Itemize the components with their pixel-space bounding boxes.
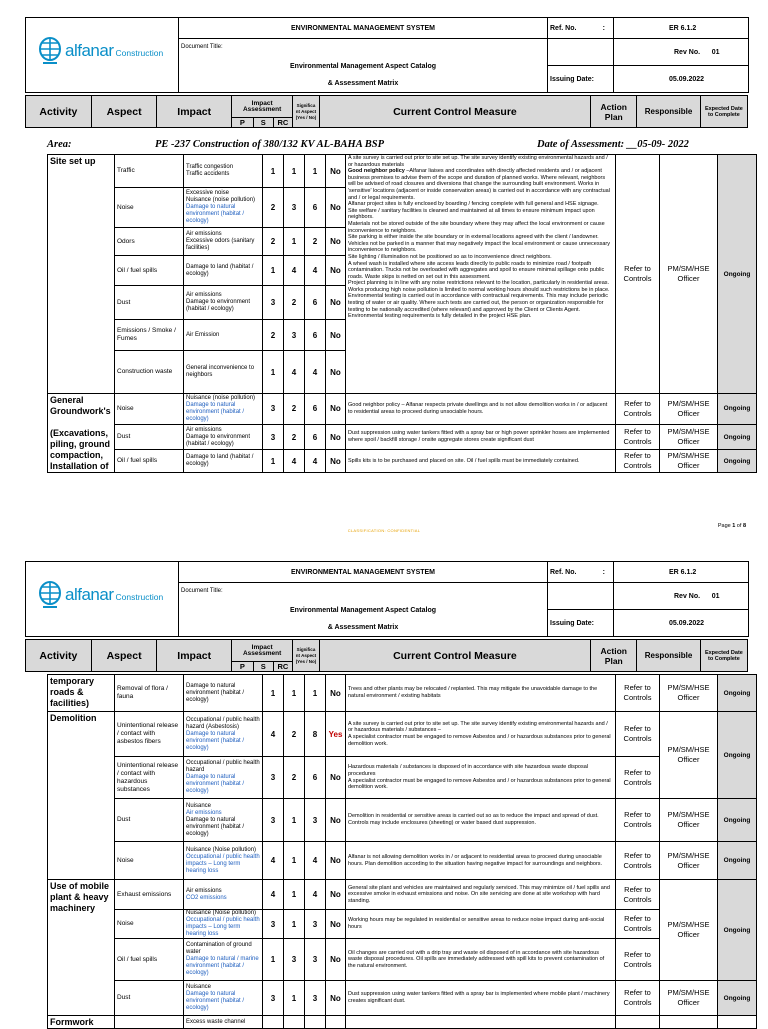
col-activity: Activity xyxy=(26,96,92,128)
impact-text-blue: Damage to natural environment (habitat / ecology) xyxy=(186,774,245,794)
impact-text: Nuisance (noise pollution) xyxy=(186,394,256,401)
impact-cell xyxy=(184,757,263,799)
table-row xyxy=(48,155,757,188)
score-p: 1 xyxy=(263,256,284,286)
measure-intro: A site survey is carried out prior to site set up. The site survey identify existing environmental hazards and / or hazardous materials xyxy=(348,155,608,168)
score-rc: 3 xyxy=(305,981,326,1016)
impact-text: Occupational / public health hazard (Asbestosis) xyxy=(186,716,260,730)
impact-cell xyxy=(184,188,263,228)
completion-cell: Ongoing xyxy=(718,155,757,394)
score-p: 2 xyxy=(263,320,284,351)
issuing-label: Issuing Date: xyxy=(548,66,614,93)
significant-aspect: No xyxy=(326,757,346,799)
aspect-cell: Dust xyxy=(115,424,184,450)
impact-cell xyxy=(184,880,263,910)
issuing-value: 05.09.2022 xyxy=(614,66,749,93)
significant-aspect: No xyxy=(326,842,346,880)
responsible-cell: PM/SM/HSE Officer xyxy=(660,394,718,425)
action-plan-cell: Refer to Controls xyxy=(616,799,660,842)
completion-cell: Ongoing xyxy=(718,394,757,425)
score-rc: 4 xyxy=(305,880,326,910)
ref-value: ER 6.1.2 xyxy=(614,18,749,39)
score-s: 3 xyxy=(284,939,305,981)
score-s: 1 xyxy=(284,981,305,1016)
impact-cell: Excess waste channel xyxy=(184,1016,263,1029)
rev-cell: Rev No. 01 xyxy=(614,583,749,610)
control-measure-cell: Oil changes are carried out with a drip tray and waste oil disposed of in accordance with site hazardous waste disposal procedures. Oil spills are immediately addressed with spill kits to prevent contamination of the natural environment. xyxy=(346,939,616,981)
aspect-cell xyxy=(115,1016,184,1029)
score-s: 3 xyxy=(284,188,305,228)
action-plan-cell: Refer to Controls xyxy=(616,450,660,473)
logo-sub-text: Construction xyxy=(115,48,164,58)
ems-title: ENVIRONMENTAL MANAGEMENT SYSTEM xyxy=(179,562,548,583)
score-p: 3 xyxy=(263,394,284,425)
score-p: 4 xyxy=(263,712,284,757)
logo-cell xyxy=(26,18,179,93)
score-s: 2 xyxy=(284,712,305,757)
control-measure-cell: Demolition in residential or sensitive areas is carried out so as to reduce the impact and spread of dust. Controls may include enclosures (sheeting) or water based dust suppression. xyxy=(346,799,616,842)
table-row xyxy=(48,842,757,880)
aspect-cell: Noise xyxy=(115,188,184,228)
ref-value: ER 6.1.2 xyxy=(614,562,749,583)
action-plan-cell: Refer to Controls xyxy=(616,939,660,981)
col-s: S xyxy=(253,662,273,672)
empty-cell xyxy=(305,1016,326,1029)
matrix-page-2 xyxy=(47,674,757,1029)
logo-brand-text: alfanar xyxy=(65,585,114,604)
aspect-cell: Noise xyxy=(115,842,184,880)
score-s: 1 xyxy=(284,228,305,256)
column-header-2 xyxy=(25,639,748,672)
table-row xyxy=(48,939,757,981)
impact-cell xyxy=(184,351,263,394)
responsible-cell: PM/SM/HSE Officer xyxy=(660,424,718,450)
impact-cell xyxy=(184,842,263,880)
impact-text-extra: Damage to natural environment (habitat / ecology) xyxy=(186,816,245,837)
action-plan-cell: Refer to Controls xyxy=(616,880,660,910)
column-header xyxy=(25,95,748,128)
significant-aspect: No xyxy=(326,256,346,286)
control-measure-text xyxy=(348,155,613,320)
activity-cell: Formwork xyxy=(48,1016,115,1029)
activity-cell: temporary roads & facilities) xyxy=(48,675,115,712)
ems-title: ENVIRONMENTAL MANAGEMENT SYSTEM xyxy=(179,18,548,39)
impact-text: Traffic congestion Traffic accidents xyxy=(186,164,234,177)
empty-cell xyxy=(263,1016,284,1029)
activity-cell: General Groundwork's (Excavations, piling, ground compaction, Installation of xyxy=(48,394,115,473)
logo-cell xyxy=(26,562,179,637)
score-p: 3 xyxy=(263,799,284,842)
impact-cell xyxy=(184,712,263,757)
empty-cell xyxy=(346,1016,616,1029)
impact-text-blue: Damage to natural environment (habitat / ecology) xyxy=(186,401,245,422)
impact-cell xyxy=(184,394,263,425)
classification-footer: CLASSIFICATION: CONFIDENTIAL xyxy=(347,528,421,533)
measure-body: –Alfanar liaises and coordinates with directly affected residents and / or adjacent business premises to advise them of the scope and duration of planned works. Where relevant, neighbors will be advised of road closures and diversions that change the surrounding built environment. Works in 'sensitive' locations (adjacent or inside conservation areas) is carried out in accordance with any contractual and / or legal requirements. Alfanar project sites is fully enclosed by boarding / fencing complete with full general and HSE signage. Site welfare / sanitary facilities is cleaned and maintained at all times to ensure minimum impact upon neighbors. Materials not be stored outside of the site boundary where they may affect the local environment or cause inconvenience to neighbors. Site parking is either inside the site boundary or in external locations agreed with the client / landowner. Vehicles not be parked in a manner that may negatively impact the local environment or cause unnecessary inconvenience to neighbors. Site lighting / illumination not be positioned so as to inconvenience direct neighbors. A wheel wash is installed where site access leads directly to public roads to minimize road / footpath contamination. Trucks not be overloaded with aggregates and spoil to ensure minimal spillage onto public roads. Waste skips is netted on set out in this assessment. Project planning is in line with any noise restrictions relevant to the location, particularly in residential areas. Works producing high noise pollution is limited to normal working hours should such restrictions be in place. Environmental testing is carried out in accordance with contractual requirements. This may include periodic testing of water or air quality. Where such tests are carried out, the person or organization responsible for testing to be nationally accredited (where relevant) and approved by the Client or Clients Agent. Environmental testing requirements is fully detailed in the project HSE plan. xyxy=(348,168,611,320)
aspect-cell: Dust xyxy=(115,286,184,320)
score-p: 4 xyxy=(263,880,284,910)
col-aspect: Aspect xyxy=(91,640,157,672)
ref-label: Ref. No. : xyxy=(548,18,614,39)
score-s: 1 xyxy=(284,799,305,842)
impact-cell xyxy=(184,799,263,842)
score-p: 1 xyxy=(263,939,284,981)
aspect-cell: Unintentional release / contact with asbestos fibers xyxy=(115,712,184,757)
impact-text: Air emissions Damage to environment (habitat / ecology) xyxy=(186,292,251,312)
impact-text: Damage to land (habitat / ecology) xyxy=(186,263,254,277)
responsible-cell: PM/SM/HSE Officer xyxy=(660,712,718,799)
impact-text: Occupational / public health hazard xyxy=(186,760,260,773)
significant-aspect: No xyxy=(326,675,346,712)
score-rc: 4 xyxy=(305,450,326,473)
impact-text-blue: Damage to natural environment (habitat / ecology) xyxy=(186,204,245,224)
impact-text-blue: Damage to natural environment (habitat / ecology) xyxy=(186,730,245,751)
score-rc: 8 xyxy=(305,712,326,757)
aspect-cell: Exhaust emissions xyxy=(115,880,184,910)
control-measure-cell: Good neighbor policy – Alfanar respects private dwellings and is not allow demolition works in / or adjacent to residential areas to proceed during unsociable hours. xyxy=(346,394,616,425)
table-row xyxy=(48,424,757,450)
col-p: P xyxy=(231,118,253,128)
aspect-cell: Noise xyxy=(115,910,184,939)
impact-cell xyxy=(184,155,263,188)
impact-cell xyxy=(184,228,263,256)
impact-cell xyxy=(184,286,263,320)
aspect-cell: Oil / fuel spills xyxy=(115,256,184,286)
aspect-cell: Oil / fuel spills xyxy=(115,939,184,981)
impact-text: Nuisance (Noise pollution) xyxy=(186,910,257,916)
score-s: 1 xyxy=(284,155,305,188)
responsible-cell: PM/SM/HSE Officer xyxy=(660,450,718,473)
empty-cell xyxy=(326,1016,346,1029)
globe-icon xyxy=(38,580,62,610)
control-measure-cell: Dust suppression using water tankers fitted with a spray bar is implemented where mobile plant / machinery creates significant dust. xyxy=(346,981,616,1016)
score-rc: 1 xyxy=(305,675,326,712)
responsible-cell: PM/SM/HSE Officer xyxy=(660,675,718,712)
blank-cell xyxy=(548,39,614,66)
significant-aspect: No xyxy=(326,394,346,425)
col-activity: Activity xyxy=(26,640,92,672)
impact-text-blue: Damage to natural / marine environment (habitat / ecology) xyxy=(186,956,259,976)
score-p: 3 xyxy=(263,910,284,939)
aspect-cell: Noise xyxy=(115,394,184,425)
score-s: 2 xyxy=(284,424,305,450)
table-row xyxy=(48,712,757,757)
action-plan-cell: Refer to Controls xyxy=(616,910,660,939)
score-p: 1 xyxy=(263,155,284,188)
completion-cell: Ongoing xyxy=(718,450,757,473)
aspect-cell: Dust xyxy=(115,981,184,1016)
col-impact-assessment: Impact Assessment xyxy=(231,96,292,118)
activity-cell: Use of mobile plant & heavy machinery xyxy=(48,880,115,1016)
impact-text: Air Emission xyxy=(186,331,220,338)
score-p: 3 xyxy=(263,757,284,799)
col-control: Current Control Measure xyxy=(319,640,591,672)
aspect-cell: Removal of flora / fauna xyxy=(115,675,184,712)
alfanar-logo xyxy=(38,580,163,610)
impact-text-blue: CO2 emissions xyxy=(186,894,227,901)
aspect-cell: Dust xyxy=(115,799,184,842)
score-rc: 2 xyxy=(305,228,326,256)
assessment-date: Date of Assessment: __05-09- 2022 xyxy=(537,139,689,150)
impact-cell xyxy=(184,450,263,473)
impact-text-blue: Air emissions xyxy=(186,809,222,816)
score-p: 2 xyxy=(263,228,284,256)
activity-cell: Demolition xyxy=(48,712,115,880)
score-rc: 3 xyxy=(305,799,326,842)
score-s: 2 xyxy=(284,394,305,425)
logo-sub-text: Construction xyxy=(115,592,164,602)
score-rc: 4 xyxy=(305,842,326,880)
action-plan-cell: Refer to Controls xyxy=(616,424,660,450)
impact-cell xyxy=(184,939,263,981)
action-plan-cell: Refer to Controls xyxy=(616,675,660,712)
score-s: 1 xyxy=(284,910,305,939)
col-responsible: Responsible xyxy=(637,640,701,672)
control-measure-cell: A site survey is carried out prior to site set up. The site survey identify existing environmental hazards and / or hazardous materials / substances – A specialist contractor must be engaged to remove Asbestos and / or hazardous substances prior to general demolition work. xyxy=(346,712,616,757)
action-plan-cell: Refer to Controls xyxy=(616,712,660,757)
score-rc: 3 xyxy=(305,939,326,981)
action-plan-cell: Refer to Controls xyxy=(616,394,660,425)
completion-cell: Ongoing xyxy=(718,424,757,450)
col-control: Current Control Measure xyxy=(319,96,591,128)
score-p: 1 xyxy=(263,675,284,712)
ref-label: Ref. No. : xyxy=(548,562,614,583)
table-row xyxy=(48,394,757,425)
col-impact: Impact xyxy=(157,96,231,128)
control-measure-cell: Working hours may be regulated in residential or sensitive areas to reduce noise impact during anti-social hours xyxy=(346,910,616,939)
score-rc: 6 xyxy=(305,424,326,450)
score-p: 1 xyxy=(263,351,284,394)
impact-text-blue: Occupational / public health impacts – Long term hearing loss xyxy=(186,917,260,937)
aspect-cell: Emissions / Smoke / Fumes xyxy=(115,320,184,351)
col-expected: Expected Date to Complete xyxy=(700,640,747,672)
impact-text: Nuisance xyxy=(186,984,212,990)
table-row xyxy=(48,981,757,1016)
completion-cell: Ongoing xyxy=(718,842,757,880)
aspect-cell: Oil / fuel spills xyxy=(115,450,184,473)
blank-cell xyxy=(548,583,614,610)
responsible-cell: PM/SM/HSE Officer xyxy=(660,155,718,394)
score-rc: 3 xyxy=(305,910,326,939)
logo-brand-text: alfanar xyxy=(65,41,114,60)
completion-cell: Ongoing xyxy=(718,880,757,981)
col-significant: Significa nt Aspect (Yes / No) xyxy=(293,96,319,128)
control-measure-cell: Dust suppression using water tankers fitted with a spray bar or high power sprinkler hoses are implemented where spoil / backfill storage / onsite aggregate stores create significant dust xyxy=(346,424,616,450)
significant-aspect: No xyxy=(326,880,346,910)
globe-icon xyxy=(38,36,62,66)
impact-text: Air emissions Excessive odors (sanitary facilities) xyxy=(186,231,255,251)
empty-cell xyxy=(718,1016,757,1029)
table-row xyxy=(48,880,757,910)
action-plan-cell: Refer to Controls xyxy=(616,155,660,394)
table-row xyxy=(48,675,757,712)
responsible-cell: PM/SM/HSE Officer xyxy=(660,981,718,1016)
impact-cell xyxy=(184,981,263,1016)
col-impact: Impact xyxy=(157,640,231,672)
table-row xyxy=(48,450,757,473)
col-s: S xyxy=(253,118,273,128)
good-neighbor-policy: Good neighbor policy xyxy=(348,168,405,175)
col-expected: Expected Date to Complete xyxy=(700,96,747,128)
impact-text: Air emissions Damage to environment (habitat / ecology) xyxy=(186,426,251,447)
impact-text: Damage to land (habitat / ecology) xyxy=(186,454,254,468)
document-title: Document Title: Environmental Management Aspect Catalog & Assessment Matrix xyxy=(179,583,548,637)
score-p: 4 xyxy=(263,842,284,880)
col-significant: Significa nt Aspect (Yes / No) xyxy=(293,640,319,672)
impact-text: Excessive noise Nuisance (noise pollution) xyxy=(186,190,256,203)
action-plan-cell: Refer to Controls xyxy=(616,842,660,880)
col-action-plan: Action Plan xyxy=(591,96,637,128)
impact-text: General inconvenience to neighbors xyxy=(186,365,255,378)
significant-aspect: No xyxy=(326,228,346,256)
significant-aspect: No xyxy=(326,155,346,188)
activity-cell: Site set up xyxy=(48,155,115,394)
alfanar-logo xyxy=(38,36,163,66)
impact-text-blue: Damage to natural environment (habitat / ecology) xyxy=(186,991,245,1011)
col-action-plan: Action Plan xyxy=(591,640,637,672)
issuing-value: 05.09.2022 xyxy=(614,610,749,637)
score-rc: 6 xyxy=(305,320,326,351)
score-p: 1 xyxy=(263,450,284,473)
impact-cell xyxy=(184,675,263,712)
area-row xyxy=(47,139,747,150)
empty-cell xyxy=(284,1016,305,1029)
document-header xyxy=(25,17,749,93)
area-label: Area: xyxy=(47,139,72,150)
score-rc: 4 xyxy=(305,351,326,394)
issuing-label: Issuing Date: xyxy=(548,610,614,637)
significant-aspect: No xyxy=(326,450,346,473)
score-p: 3 xyxy=(263,981,284,1016)
col-aspect: Aspect xyxy=(91,96,157,128)
impact-text: Nuisance xyxy=(186,802,212,809)
score-s: 3 xyxy=(284,320,305,351)
score-s: 1 xyxy=(284,675,305,712)
table-row xyxy=(48,757,757,799)
significant-aspect: No xyxy=(326,320,346,351)
empty-cell xyxy=(616,1016,660,1029)
rev-cell: Rev No. 01 xyxy=(614,39,749,66)
document-header-2 xyxy=(25,561,749,637)
score-rc: 6 xyxy=(305,757,326,799)
impact-text: Damage to natural environment (habitat / ecology) xyxy=(186,682,245,703)
impact-text-blue: Occupational / public health impacts – Long term hearing loss xyxy=(186,853,260,874)
col-responsible: Responsible xyxy=(637,96,701,128)
col-rc: RC xyxy=(273,118,293,128)
col-rc: RC xyxy=(273,662,293,672)
groundworks-block xyxy=(48,394,757,473)
col-impact-assessment: Impact Assessment xyxy=(231,640,292,662)
responsible-cell: PM/SM/HSE Officer xyxy=(660,842,718,880)
significant-aspect: No xyxy=(326,939,346,981)
page-number: Page 1 of 8 xyxy=(717,523,746,529)
control-measure-cell: Hazardous materials / substances is disposed of in accordance with site hazardous waste disposal procedures A specialist contractor must be engaged to remove Asbestos and / or hazardous substances prior to general demolition work. xyxy=(346,757,616,799)
completion-cell: Ongoing xyxy=(718,675,757,712)
significant-aspect: No xyxy=(326,424,346,450)
table-row xyxy=(48,910,757,939)
page-2-rows xyxy=(48,675,757,1029)
score-rc: 6 xyxy=(305,286,326,320)
score-p: 3 xyxy=(263,286,284,320)
score-s: 4 xyxy=(284,256,305,286)
impact-cell xyxy=(184,910,263,939)
aspect-cell: Odors xyxy=(115,228,184,256)
score-rc: 6 xyxy=(305,394,326,425)
table-row-partial xyxy=(48,1016,757,1029)
significant-aspect: No xyxy=(326,799,346,842)
score-p: 2 xyxy=(263,188,284,228)
aspect-cell: Unintentional release / contact with hazardous substances xyxy=(115,757,184,799)
score-s: 4 xyxy=(284,351,305,394)
score-s: 1 xyxy=(284,842,305,880)
significant-aspect: No xyxy=(326,351,346,394)
completion-cell: Ongoing xyxy=(718,799,757,842)
action-plan-cell: Refer to Controls xyxy=(616,757,660,799)
score-rc: 1 xyxy=(305,155,326,188)
score-s: 2 xyxy=(284,286,305,320)
matrix-page-1 xyxy=(47,154,757,473)
action-plan-cell: Refer to Controls xyxy=(616,981,660,1016)
impact-text: Nuisance (Noise pollution) xyxy=(186,846,257,853)
aspect-cell: Traffic xyxy=(115,155,184,188)
significant-aspect: Yes xyxy=(326,712,346,757)
control-measure-cell: General site plant and vehicles are maintained and regularly serviced. This may minimize oil / fuel spills and excessive smoke in exhaust emissions and noise. On site servicing are done at site workshop with hard standing. xyxy=(346,880,616,910)
control-measure-cell: Spills kits is to be purchased and placed on site. Oil / fuel spills must be immediately contained. xyxy=(346,450,616,473)
score-rc: 6 xyxy=(305,188,326,228)
impact-cell xyxy=(184,256,263,286)
document-title: Document Title: Environmental Management Aspect Catalog & Assessment Matrix xyxy=(179,39,548,93)
area-project: PE -237 Construction of 380/132 KV AL-BAHA BSP xyxy=(155,139,385,150)
empty-cell xyxy=(660,1016,718,1029)
control-measure-cell: Trees and other plants may be relocated / replanted. This may mitigate the unavoidable damage to the natural environment / existing habitats xyxy=(346,675,616,712)
completion-cell: Ongoing xyxy=(718,981,757,1016)
control-measure-cell: Alfanar is not allowing demolition works in / or adjacent to residential areas to proceed during unsociable hours. Plan demolition according to the situation having negative impact for surroundings and neighbors. xyxy=(346,842,616,880)
significant-aspect: No xyxy=(326,981,346,1016)
impact-text: Air emissions xyxy=(186,887,222,894)
significant-aspect: No xyxy=(326,188,346,228)
responsible-cell: PM/SM/HSE Officer xyxy=(660,799,718,842)
impact-cell xyxy=(184,424,263,450)
col-p: P xyxy=(231,662,253,672)
impact-text: Contamination of ground water xyxy=(186,942,252,955)
score-s: 1 xyxy=(284,880,305,910)
score-rc: 4 xyxy=(305,256,326,286)
site-setup-block xyxy=(48,155,757,394)
significant-aspect: No xyxy=(326,286,346,320)
aspect-cell: Construction waste xyxy=(115,351,184,394)
significant-aspect: No xyxy=(326,910,346,939)
control-measure-cell xyxy=(346,155,616,394)
responsible-cell: PM/SM/HSE Officer xyxy=(660,880,718,981)
score-s: 2 xyxy=(284,757,305,799)
completion-cell: Ongoing xyxy=(718,712,757,799)
table-row xyxy=(48,799,757,842)
impact-cell xyxy=(184,320,263,351)
score-s: 4 xyxy=(284,450,305,473)
score-p: 3 xyxy=(263,424,284,450)
